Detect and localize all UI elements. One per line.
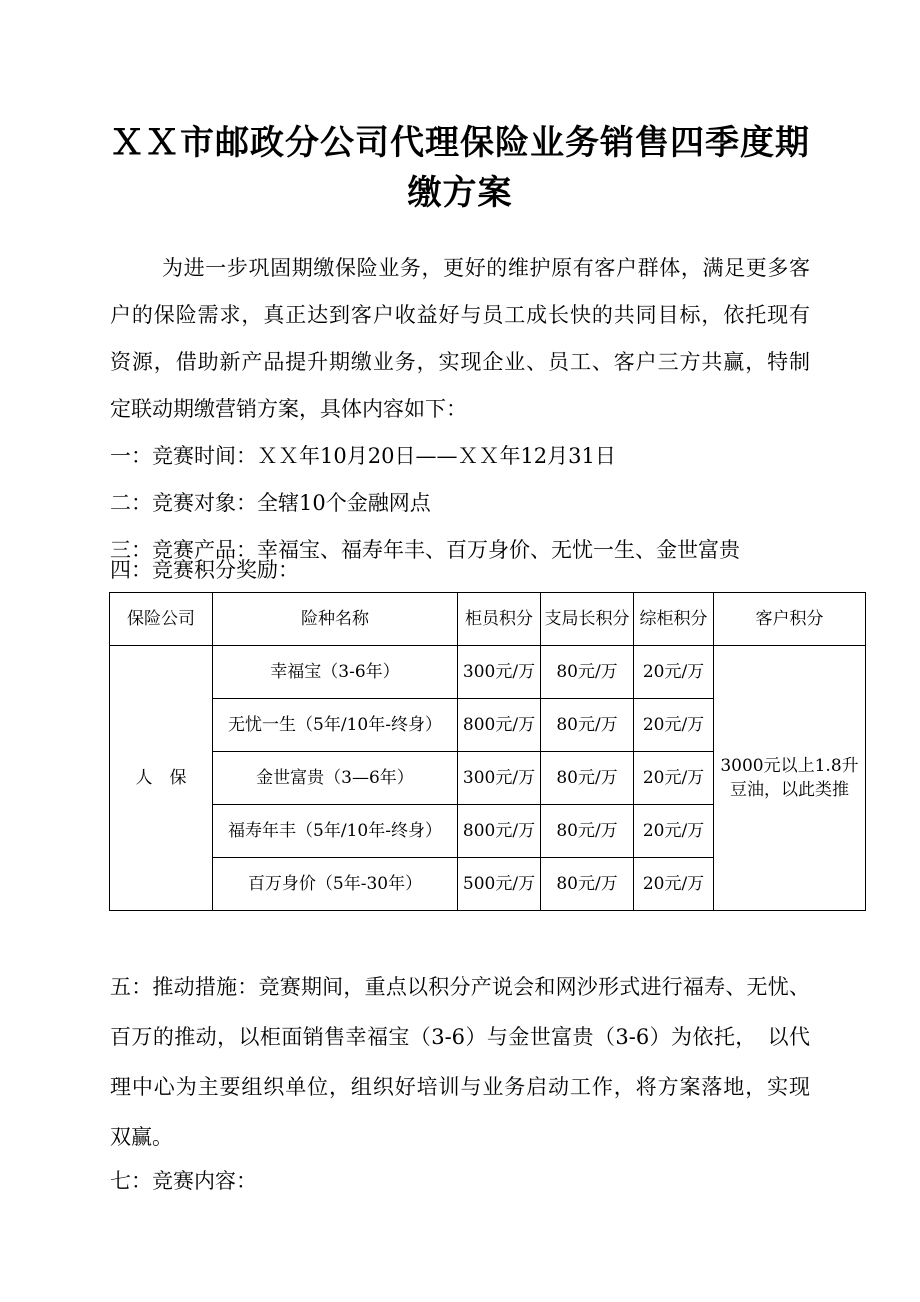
counter-points-cell: 20元/万 — [634, 858, 714, 911]
section-competition-products: 三：竞赛产品：幸福宝、福寿年丰、百万身价、无忧一生、金世富贵 — [110, 538, 740, 562]
document-title-line-1: ＸＸ市邮政分公司代理保险业务销售四季度期 — [110, 123, 810, 163]
branch-head-points-cell: 80元/万 — [541, 699, 634, 752]
teller-points-cell: 500元/万 — [458, 858, 541, 911]
intro-line-4: 定联动期缴营销方案，具体内容如下： — [110, 397, 467, 421]
section-points-rewards: 四：竞赛积分奖励： — [110, 558, 299, 582]
product-cell: 幸福宝（3-6年） — [213, 646, 458, 699]
header-branch-head-points: 支局长积分 — [541, 593, 634, 646]
header-customer-points: 客户积分 — [714, 593, 866, 646]
teller-points-cell: 300元/万 — [458, 752, 541, 805]
product-cell: 福寿年丰（5年/10年-终身） — [213, 805, 458, 858]
header-counter-points: 综柜积分 — [634, 593, 714, 646]
intro-line-1: 为进一步巩固期缴保险业务，更好的维护原有客户群体，满足更多客 — [162, 256, 810, 280]
section-competition-time: 一：竞赛时间：ＸＸ年10月20日——ＸＸ年12月31日 — [110, 444, 616, 468]
counter-points-cell: 20元/万 — [634, 699, 714, 752]
table-row — [110, 646, 866, 699]
measures-line-1: 五：推动措施：竞赛期间，重点以积分产说会和网沙形式进行福寿、无忧、 — [110, 975, 810, 999]
product-cell: 金世富贵（3—6年） — [213, 752, 458, 805]
branch-head-points-cell: 80元/万 — [541, 858, 634, 911]
company-name-cell: 人 保 — [110, 646, 213, 911]
intro-line-3: 资源，借助新产品提升期缴业务，实现企业、员工、客户三方共赢，特制 — [110, 350, 810, 374]
product-cell: 百万身价（5年-30年） — [213, 858, 458, 911]
points-table — [109, 592, 866, 911]
customer-points-cell: 3000元以上1.8升豆油，以此类推 — [714, 646, 866, 911]
table-header-row — [110, 593, 866, 646]
teller-points-cell: 300元/万 — [458, 646, 541, 699]
counter-points-cell: 20元/万 — [634, 646, 714, 699]
document-title-line-2: 缴方案 — [407, 173, 513, 213]
branch-head-points-cell: 80元/万 — [541, 752, 634, 805]
section-competition-target: 二：竞赛对象：全辖10个金融网点 — [110, 491, 431, 515]
header-product: 险种名称 — [213, 593, 458, 646]
product-cell: 无忧一生（5年/10年-终身） — [213, 699, 458, 752]
counter-points-cell: 20元/万 — [634, 752, 714, 805]
teller-points-cell: 800元/万 — [458, 699, 541, 752]
counter-points-cell: 20元/万 — [634, 805, 714, 858]
header-teller-points: 柜员积分 — [458, 593, 541, 646]
teller-points-cell: 800元/万 — [458, 805, 541, 858]
intro-line-2: 户的保险需求，真正达到客户收益好与员工成长快的共同目标，依托现有 — [110, 303, 810, 327]
header-company: 保险公司 — [110, 593, 213, 646]
branch-head-points-cell: 80元/万 — [541, 805, 634, 858]
branch-head-points-cell: 80元/万 — [541, 646, 634, 699]
measures-line-2: 百万的推动，以柜面销售幸福宝（3-6）与金世富贵（3-6）为依托， 以代 — [110, 1025, 810, 1049]
section-competition-content: 七：竞赛内容： — [110, 1169, 257, 1193]
measures-line-4: 双赢。 — [110, 1125, 173, 1149]
measures-line-3: 理中心为主要组织单位，组织好培训与业务启动工作，将方案落地，实现 — [110, 1075, 810, 1099]
